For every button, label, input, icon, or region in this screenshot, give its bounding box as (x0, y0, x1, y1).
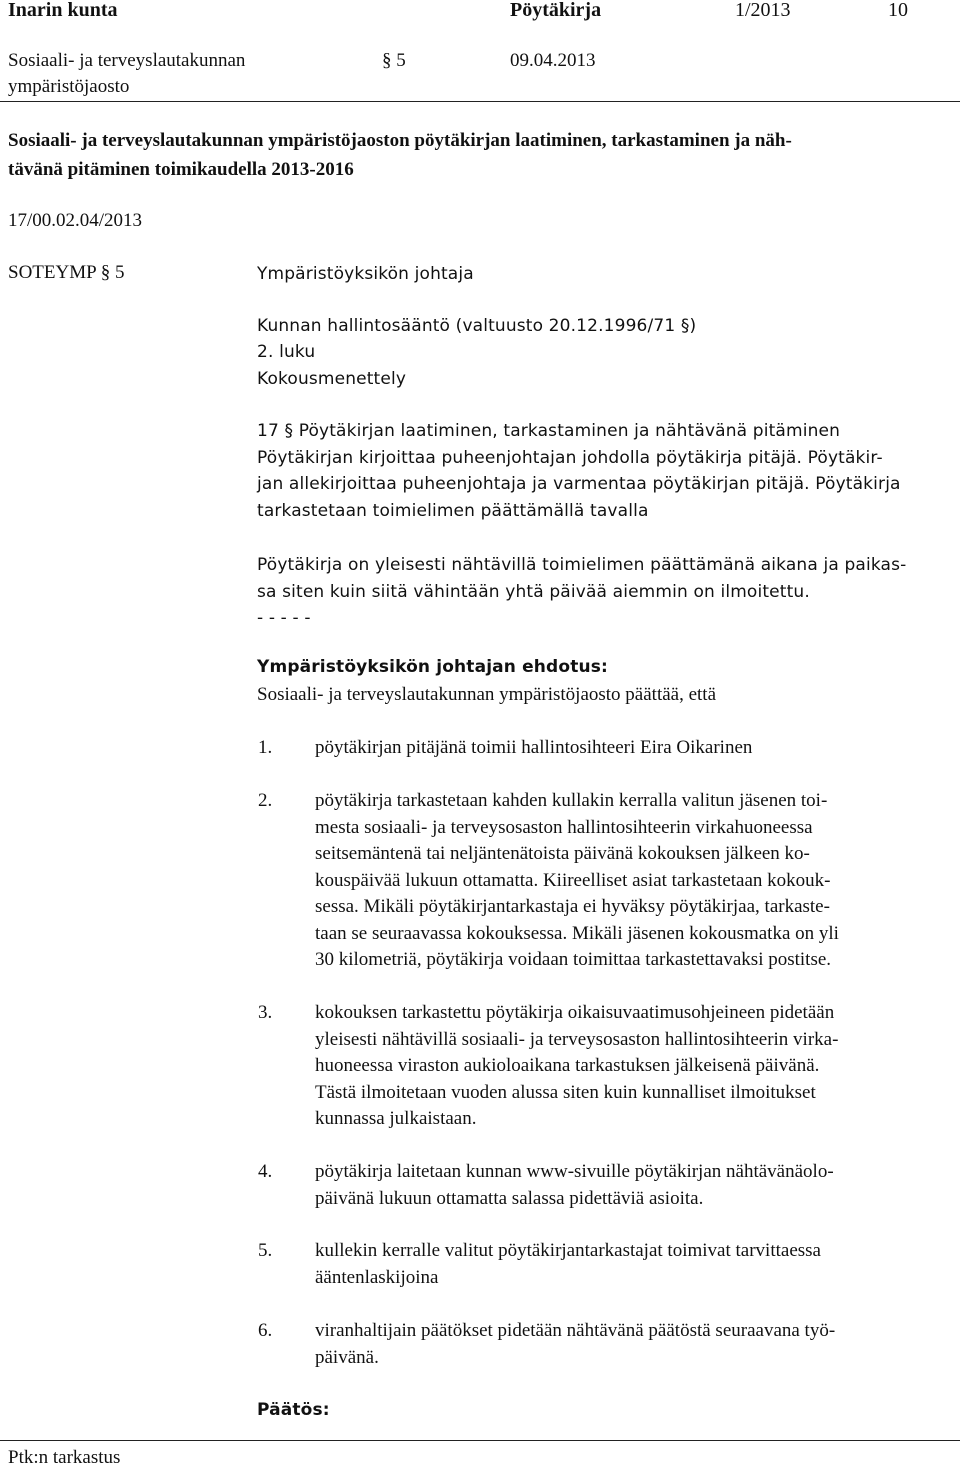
item-line: huoneessa viraston aukioloaikana tarkastuksen jälkeisenä päivänä. (315, 1055, 820, 1076)
item-number: 3. (258, 1002, 273, 1023)
item-line: päivänä lukuun ottamatta salassa pidettäviä asioita. (315, 1187, 704, 1209)
board-name-line2: ympäristöjaosto (8, 76, 130, 97)
item-line: yleisesti nähtävillä sosiaali- ja terveysosaston hallintosihteerin virka- (315, 1028, 839, 1050)
section-number: § 5 (382, 50, 406, 71)
public-paragraph (257, 552, 906, 632)
item-number: 6. (258, 1320, 273, 1341)
list-item (315, 1238, 945, 1291)
list-item (315, 1000, 945, 1133)
item-line: seitsemäntenä tai neljäntenätoista päivänä kokouksen jälkeen ko- (315, 843, 810, 864)
rule-line: jan allekirjoittaa puheenjohtaja ja varmentaa pöytäkirjan pitäjä. Pöytäkirja (257, 474, 901, 495)
municipality-name: Inarin kunta (8, 0, 118, 21)
case-code: SOTEYMP § 5 (8, 262, 125, 283)
list-item (315, 735, 945, 762)
meeting-date: 09.04.2013 (510, 50, 596, 71)
item-line: Tästä ilmoitetaan vuoden alussa siten kuin kunnalliset ilmoitukset (315, 1081, 816, 1103)
rule-paragraph (257, 418, 901, 525)
document-type: Pöytäkirja (510, 0, 602, 21)
rule-line: Pöytäkirjan kirjoittaa puheenjohtajan johdolla pöytäkirja pitäjä. Pöytäkir- (257, 447, 883, 468)
item-number: 2. (258, 790, 273, 811)
item-number: 4. (258, 1161, 273, 1182)
document-number: 1/2013 (735, 0, 791, 21)
footer-divider (0, 1440, 960, 1441)
reference-number: 17/00.02.04/2013 (8, 210, 143, 231)
item-line: päivänä. (315, 1346, 379, 1368)
separator-dashes: - - - - - (257, 608, 311, 628)
item-line: taan se seuraavassa kokouksessa. Mikäli jäsenen kokousmatka on yli (315, 922, 839, 944)
item-line: viranhaltijain päätökset pidetään nähtävänä päätöstä seuraavana työ- (315, 1320, 836, 1341)
item-line: kouspäivää lukuun ottamatta. Kiireelliset asiat tarkastetaan kokouk- (315, 869, 831, 891)
regulation-line3: Kokousmenettely (257, 369, 407, 389)
decision-label: Päätös: (257, 1400, 330, 1420)
item-line: kullekin kerralle valitut pöytäkirjantarkastajat toimivat tarvittaessa (315, 1240, 821, 1261)
case-title-line1: Sosiaali- ja terveyslautakunnan ympäristöjaoston pöytäkirjan laatiminen, tarkastaminen ja näh- (8, 130, 792, 151)
public-line: sa siten kuin siitä vähintään yhtä päivää aiemmin on ilmoitettu. (257, 581, 810, 602)
board-name-line1: Sosiaali- ja terveyslautakunnan (8, 50, 246, 71)
preparer-title: Ympäristöyksikön johtaja (257, 264, 474, 284)
rule-line: 17 § Pöytäkirjan laatiminen, tarkastaminen ja nähtävänä pitäminen (257, 421, 841, 441)
header-divider (0, 101, 960, 102)
item-line: 30 kilometriä, pöytäkirja voidaan toimittaa tarkastettavaksi postitse. (315, 949, 832, 970)
public-line: Pöytäkirja on yleisesti nähtävillä toimielimen päättämänä aikana ja paikas- (257, 555, 907, 575)
item-line: pöytäkirja tarkastetaan kahden kullakin kerralla valitun jäsenen toi- (315, 790, 828, 811)
regulation-line2: 2. luku (257, 342, 316, 362)
item-line: mesta sosiaali- ja terveysosaston hallintosihteerin virkahuoneessa (315, 816, 813, 838)
proposal-intro: Sosiaali- ja terveyslautakunnan ympäristöjaosto päättää, että (257, 684, 717, 705)
case-title-line2: tävänä pitäminen toimikaudella 2013-2016 (8, 159, 354, 180)
item-line: sessa. Mikäli pöytäkirjantarkastaja ei hyväksy pöytäkirjaa, tarkaste- (315, 896, 830, 917)
item-number: 5. (258, 1240, 273, 1261)
list-item (315, 1318, 945, 1371)
item-line: kokouksen tarkastettu pöytäkirja oikaisuvaatimusohjeineen pidetään (315, 1002, 835, 1023)
regulation-line1: Kunnan hallintosääntö (valtuusto 20.12.1996/71 §) (257, 316, 697, 336)
page-number: 10 (888, 0, 908, 21)
item-number: 1. (258, 737, 273, 758)
list-item (315, 1159, 945, 1212)
item-line: pöytäkirja laitetaan kunnan www-sivuille pöytäkirjan nähtävänäolo- (315, 1161, 834, 1182)
checker-label: Ptk:n tarkastus (8, 1447, 121, 1468)
item-line: kunnassa julkaistaan. (315, 1108, 477, 1129)
item-line: pöytäkirjan pitäjänä toimii hallintosihteeri Eira Oikarinen (315, 737, 753, 758)
proposal-heading: Ympäristöyksikön johtajan ehdotus: (257, 657, 608, 677)
item-line: ääntenlaskijoina (315, 1266, 439, 1288)
list-item (315, 788, 945, 974)
rule-line: tarkastetaan toimielimen päättämällä tavalla (257, 501, 649, 522)
